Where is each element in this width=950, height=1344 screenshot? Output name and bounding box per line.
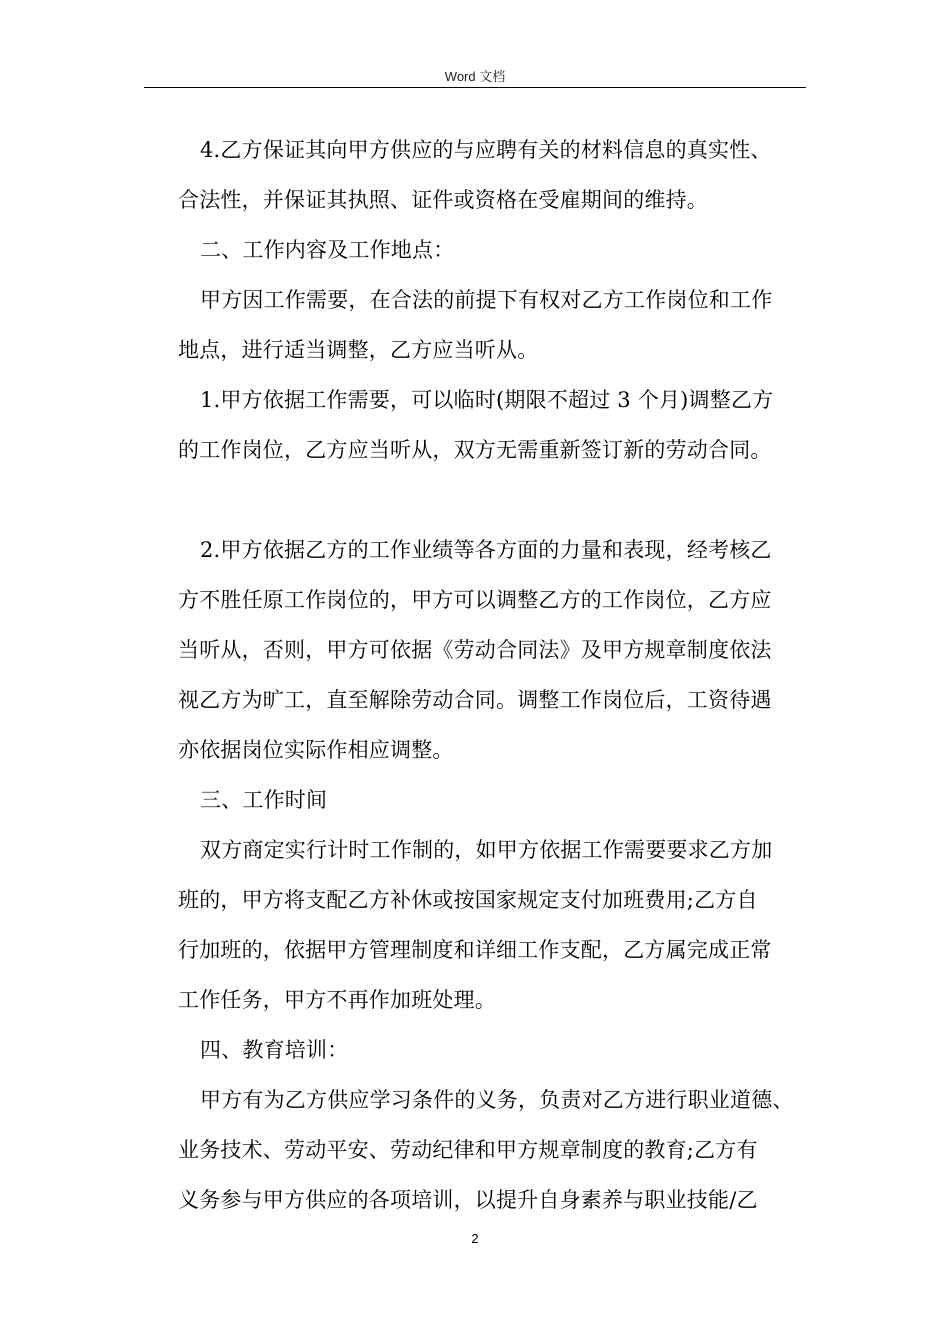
page-header: Word 文档 xyxy=(444,69,506,84)
header-rule xyxy=(144,87,806,88)
body-line: 方不胜任原工作岗位的，甲方可以调整乙方的工作岗位，乙方应 xyxy=(178,588,772,612)
body-line: 班的，甲方将支配乙方补休或按国家规定支付加班费用;乙方自 xyxy=(178,888,758,912)
body-line: 行加班的，依据甲方管理制度和详细工作支配，乙方属完成正常 xyxy=(178,938,772,962)
section-heading: 二、工作内容及工作地点： xyxy=(200,238,455,262)
body-line: 的工作岗位，乙方应当听从，双方无需重新签订新的劳动合同。 xyxy=(178,438,772,462)
body-line: 甲方因工作需要，在合法的前提下有权对乙方工作岗位和工作 xyxy=(200,288,773,312)
body-line: 业务技术、劳动平安、劳动纪律和甲方规章制度的教育;乙方有 xyxy=(178,1138,758,1162)
body-line: 4.乙方保证其向甲方供应的与应聘有关的材料信息的真实性、 xyxy=(200,138,772,162)
body-line: 2.甲方依据乙方的工作业绩等各方面的力量和表现，经考核乙 xyxy=(200,538,772,562)
page-number: 2 xyxy=(471,1231,479,1246)
body-line: 视乙方为旷工，直至解除劳动合同。调整工作岗位后，工资待遇 xyxy=(178,688,772,712)
section-heading: 三、工作时间 xyxy=(200,788,328,812)
body-line: 地点，进行适当调整，乙方应当听从。 xyxy=(178,338,539,362)
body-line: 1.甲方依据工作需要，可以临时(期限不超过 3 个月)调整乙方 xyxy=(200,388,774,412)
body-line: 工作任务，甲方不再作加班处理。 xyxy=(178,988,496,1012)
body-line: 亦依据岗位实际作相应调整。 xyxy=(178,738,454,762)
body-line: 双方商定实行计时工作制的，如甲方依据工作需要要求乙方加 xyxy=(200,838,773,862)
body-line: 当听从，否则，甲方可依据《劳动合同法》及甲方规章制度依法 xyxy=(178,638,772,662)
body-line: 甲方有为乙方供应学习条件的义务，负责对乙方进行职业道德、 xyxy=(200,1088,794,1112)
section-heading: 四、教育培训： xyxy=(200,1038,349,1062)
body-line: 义务参与甲方供应的各项培训，以提升自身素养与职业技能/乙 xyxy=(178,1188,758,1212)
body-line: 合法性，并保证其执照、证件或资格在受雇期间的维持。 xyxy=(178,188,708,212)
